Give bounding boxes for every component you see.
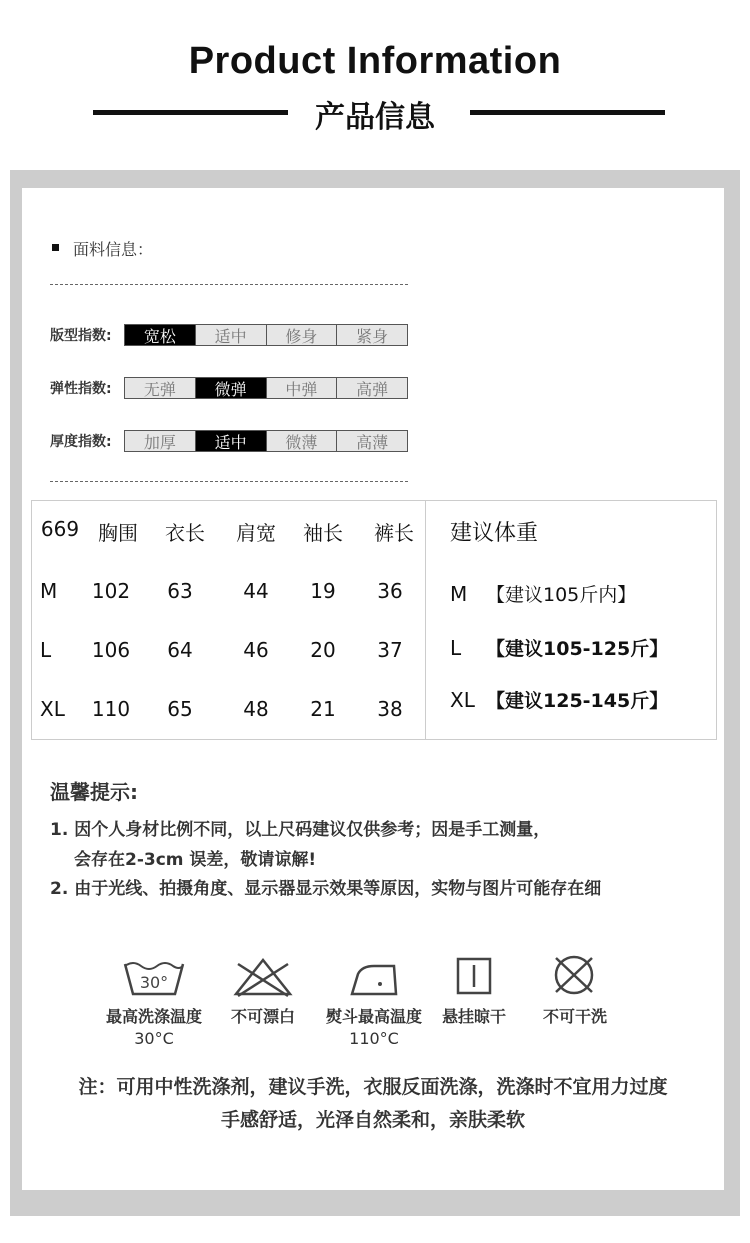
size-header-chest: 胸围 xyxy=(98,521,138,545)
weight-text-xl: 【建议125-145斤】 xyxy=(486,690,669,712)
bullet-square xyxy=(52,244,59,251)
size-table-divider xyxy=(425,500,426,740)
iron-icon xyxy=(342,956,408,998)
care-sub-wash: 30°C xyxy=(134,1029,174,1048)
fit-option-1: 宽松 xyxy=(125,325,196,345)
size-row-xl-length: 65 xyxy=(167,697,193,721)
size-header-shoulder: 肩宽 xyxy=(236,521,276,545)
fit-index-scale xyxy=(124,324,408,346)
size-row-m-pants: 36 xyxy=(377,579,403,603)
stretch-option-2: 微弹 xyxy=(196,378,267,398)
size-row-m-sleeve: 19 xyxy=(310,579,336,603)
size-row-xl-shoulder: 48 xyxy=(243,697,269,721)
tip-line-2: 会存在2-3cm 误差，敬请谅解! xyxy=(74,850,317,870)
care-label-iron: 熨斗最高温度 xyxy=(325,1007,422,1026)
thickness-index-scale xyxy=(124,430,408,452)
care-label-dryclean: 不可干洗 xyxy=(542,1007,607,1026)
stretch-option-1: 无弹 xyxy=(125,378,196,398)
size-row-m-shoulder: 44 xyxy=(243,579,269,603)
stretch-index-scale xyxy=(124,377,408,399)
care-label-wash: 最高洗涤温度 xyxy=(105,1007,202,1026)
fit-index-label: 版型指数: xyxy=(50,328,112,344)
size-header-pants: 裤长 xyxy=(374,521,414,545)
size-row-l-size: L xyxy=(40,638,52,662)
size-row-xl-chest: 110 xyxy=(91,697,131,721)
size-row-xl-size: XL xyxy=(40,697,65,721)
size-row-l-chest: 106 xyxy=(91,638,131,662)
note-line-2: 手感舒适，光泽自然柔和，亲肤柔软 xyxy=(220,1109,525,1131)
thickness-option-1: 加厚 xyxy=(125,431,196,451)
care-label-hang: 悬挂晾干 xyxy=(441,1007,506,1026)
dashed-divider-top xyxy=(50,284,408,285)
weight-title: 建议体重 xyxy=(450,521,539,546)
fit-option-4: 紧身 xyxy=(337,325,407,345)
care-sub-iron: 110°C xyxy=(349,1029,399,1048)
size-row-l-pants: 37 xyxy=(377,638,403,662)
size-row-l-shoulder: 46 xyxy=(243,638,269,662)
size-row-xl-sleeve: 21 xyxy=(310,697,336,721)
size-header-length: 衣长 xyxy=(165,521,205,545)
thickness-index-label: 厚度指数: xyxy=(50,434,112,450)
title-cn: 产品信息 xyxy=(315,100,435,135)
size-row-xl-pants: 38 xyxy=(377,697,403,721)
title-en: Product Information xyxy=(188,40,562,82)
size-row-m-length: 63 xyxy=(167,579,193,603)
stretch-index-label: 弹性指数: xyxy=(50,381,112,397)
weight-row-l xyxy=(450,634,668,661)
no-bleach-icon xyxy=(230,956,296,998)
title-rule-right xyxy=(470,110,665,115)
weight-size-l: L xyxy=(450,636,462,660)
weight-text-l: 【建议105-125斤】 xyxy=(486,638,669,660)
stretch-option-4: 高弹 xyxy=(337,378,407,398)
tip-line-1: 1. 因个人身材比例不同，以上尺码建议仅供参考；因是手工测量， xyxy=(50,820,551,840)
size-row-m-chest: 102 xyxy=(91,579,131,603)
weight-size-xl: XL xyxy=(450,688,475,712)
size-row-l-length: 64 xyxy=(167,638,193,662)
weight-size-m: M xyxy=(450,582,468,606)
tips-title: 温馨提示: xyxy=(50,780,138,804)
fabric-label: 面料信息： xyxy=(73,240,154,259)
care-label-bleach: 不可漂白 xyxy=(230,1007,295,1026)
weight-row-m xyxy=(450,580,636,607)
size-row-m-size: M xyxy=(40,579,58,603)
size-header-sleeve: 袖长 xyxy=(303,521,343,545)
weight-text-m: 【建议105斤内】 xyxy=(486,584,637,606)
size-header-code: 669 xyxy=(40,517,80,541)
size-row-l-sleeve: 20 xyxy=(310,638,336,662)
tip-line-3: 2. 由于光线、拍摄角度、显示器显示效果等原因，实物与图片可能存在细 xyxy=(50,879,602,899)
thickness-option-3: 微薄 xyxy=(267,431,338,451)
wash-30-icon xyxy=(121,956,187,998)
note-line-1: 注：可用中性洗涤剂，建议手洗，衣服反面洗涤，洗涤时不宜用力过度 xyxy=(78,1076,668,1098)
weight-row-xl xyxy=(450,686,668,713)
dashed-divider-bottom xyxy=(50,481,408,482)
no-dry-clean-icon xyxy=(541,954,607,996)
thickness-option-4: 高薄 xyxy=(337,431,407,451)
stretch-option-3: 中弹 xyxy=(267,378,338,398)
thickness-option-2: 适中 xyxy=(196,431,267,451)
wash-temp-mark: 30° xyxy=(139,973,169,992)
hang-dry-icon xyxy=(441,956,507,998)
fit-option-3: 修身 xyxy=(267,325,338,345)
fit-option-2: 适中 xyxy=(196,325,267,345)
